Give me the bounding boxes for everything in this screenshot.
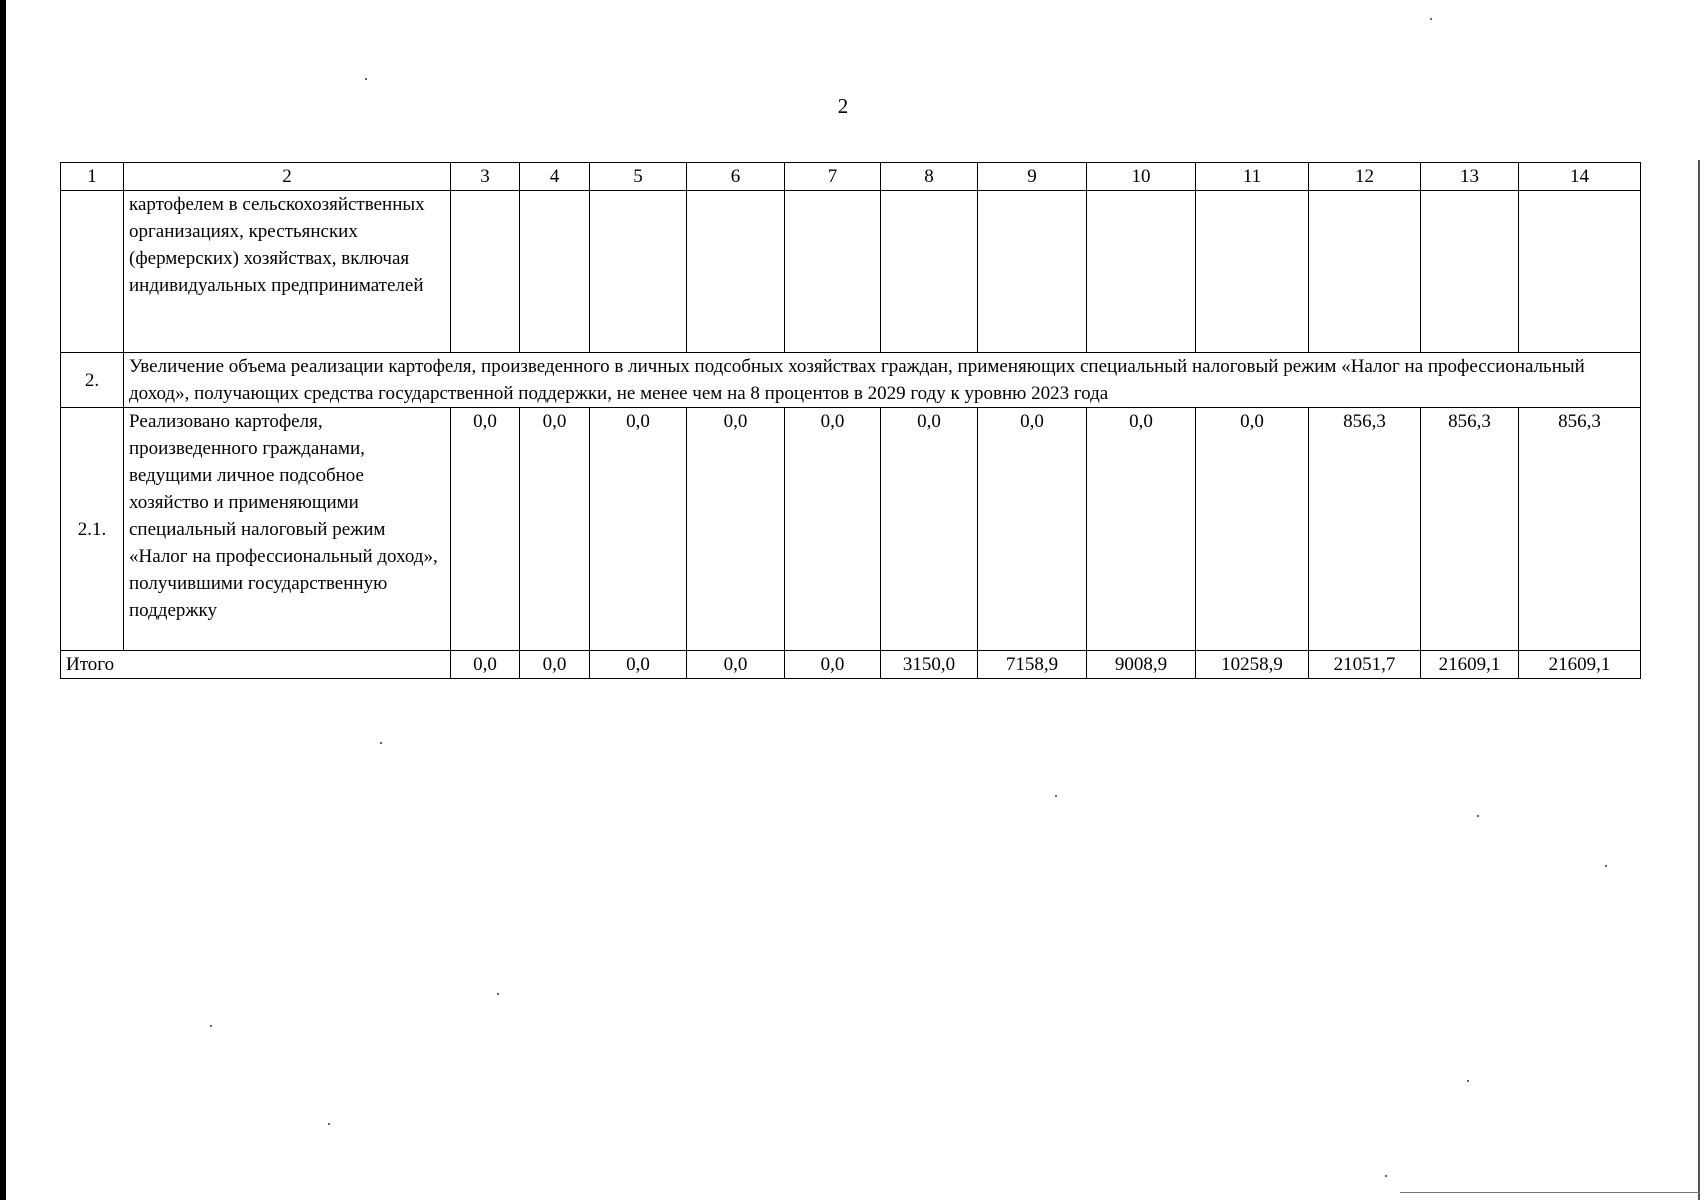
indicator-value: 0,0: [978, 408, 1087, 651]
indicator-value: 0,0: [1087, 408, 1196, 651]
total-value: 7158,9: [978, 651, 1087, 679]
indicator-value: 0,0: [785, 408, 881, 651]
total-value: 21051,7: [1309, 651, 1421, 679]
scan-speck: [1055, 795, 1057, 797]
header-cell: 13: [1421, 163, 1519, 191]
scan-speck: [380, 742, 382, 744]
empty-cell: [1087, 191, 1196, 353]
header-cell: 1: [61, 163, 124, 191]
scan-speck: [328, 1123, 330, 1125]
page-number: 2: [837, 94, 849, 118]
empty-cell: [590, 191, 687, 353]
scan-speck: [1385, 1175, 1387, 1177]
scan-speck: [365, 78, 367, 80]
empty-cell: [451, 191, 520, 353]
empty-cell: [785, 191, 881, 353]
indicator-value: 0,0: [520, 408, 590, 651]
indicator-value: 856,3: [1519, 408, 1641, 651]
scan-speck: [1430, 18, 1432, 20]
header-cell: 2: [124, 163, 451, 191]
total-label: Итого: [61, 651, 451, 679]
indicator-value: 856,3: [1309, 408, 1421, 651]
scan-speck: [1467, 1080, 1469, 1082]
scan-border-bottom: [1400, 1192, 1700, 1193]
indicator-number: 2.1.: [61, 408, 124, 651]
header-cell: 11: [1196, 163, 1309, 191]
indicator-value: 0,0: [881, 408, 978, 651]
header-cell: 12: [1309, 163, 1421, 191]
indicator-description: Реализовано картофеля, произведенного гражданами, ведущими личное подсобное хозяйство и применяющими специальный налоговый режим «Налог на профессиональный доход», получившими государственную поддержку: [124, 408, 451, 651]
section-row: [61, 353, 1641, 408]
header-cell: 5: [590, 163, 687, 191]
indicator-value: 0,0: [1196, 408, 1309, 651]
continuation-description: картофелем в сельскохозяйственных организациях, крестьянских (фермерских) хозяйствах, включая индивидуальных предпринимателей: [124, 191, 451, 353]
total-value: 21609,1: [1421, 651, 1519, 679]
section-number: 2.: [61, 353, 124, 408]
header-cell: 9: [978, 163, 1087, 191]
empty-cell: [1196, 191, 1309, 353]
scan-speck: [1605, 865, 1607, 867]
total-value: 10258,9: [1196, 651, 1309, 679]
header-cell: 3: [451, 163, 520, 191]
continuation-row: [61, 191, 1641, 353]
header-cell: 4: [520, 163, 590, 191]
empty-cell: [687, 191, 785, 353]
total-value: 0,0: [590, 651, 687, 679]
total-value: 0,0: [520, 651, 590, 679]
data-table: [60, 162, 1641, 679]
header-row: [61, 163, 1641, 191]
indicator-value: 0,0: [451, 408, 520, 651]
header-cell: 14: [1519, 163, 1641, 191]
total-value: 21609,1: [1519, 651, 1641, 679]
empty-cell: [1421, 191, 1519, 353]
scan-speck: [210, 1025, 212, 1027]
empty-cell: [1519, 191, 1641, 353]
scan-speck: [1477, 815, 1479, 817]
empty-cell: [520, 191, 590, 353]
empty-cell: [978, 191, 1087, 353]
empty-cell: [881, 191, 978, 353]
indicator-value: 856,3: [1421, 408, 1519, 651]
header-cell: 6: [687, 163, 785, 191]
total-value: 0,0: [785, 651, 881, 679]
header-cell: 7: [785, 163, 881, 191]
empty-cell: [1309, 191, 1421, 353]
total-value: 3150,0: [881, 651, 978, 679]
row-number-cell: [61, 191, 124, 353]
indicator-value: 0,0: [687, 408, 785, 651]
indicator-row: [61, 408, 1641, 651]
scan-speck: [497, 993, 499, 995]
indicator-value: 0,0: [590, 408, 687, 651]
header-cell: 8: [881, 163, 978, 191]
scan-border-right: [1698, 160, 1700, 1200]
total-value: 0,0: [687, 651, 785, 679]
total-row: [61, 651, 1641, 679]
total-value: 0,0: [451, 651, 520, 679]
total-value: 9008,9: [1087, 651, 1196, 679]
scan-border-left: [0, 0, 6, 1200]
header-cell: 10: [1087, 163, 1196, 191]
section-description: Увеличение объема реализации картофеля, произведенного в личных подсобных хозяйствах граждан, применяющих специальный налоговый режим «Налог на профессиональный доход», получающих средства государственной поддержки, не менее чем на 8 процентов в 2029 году к уровню 2023 года: [124, 353, 1641, 408]
